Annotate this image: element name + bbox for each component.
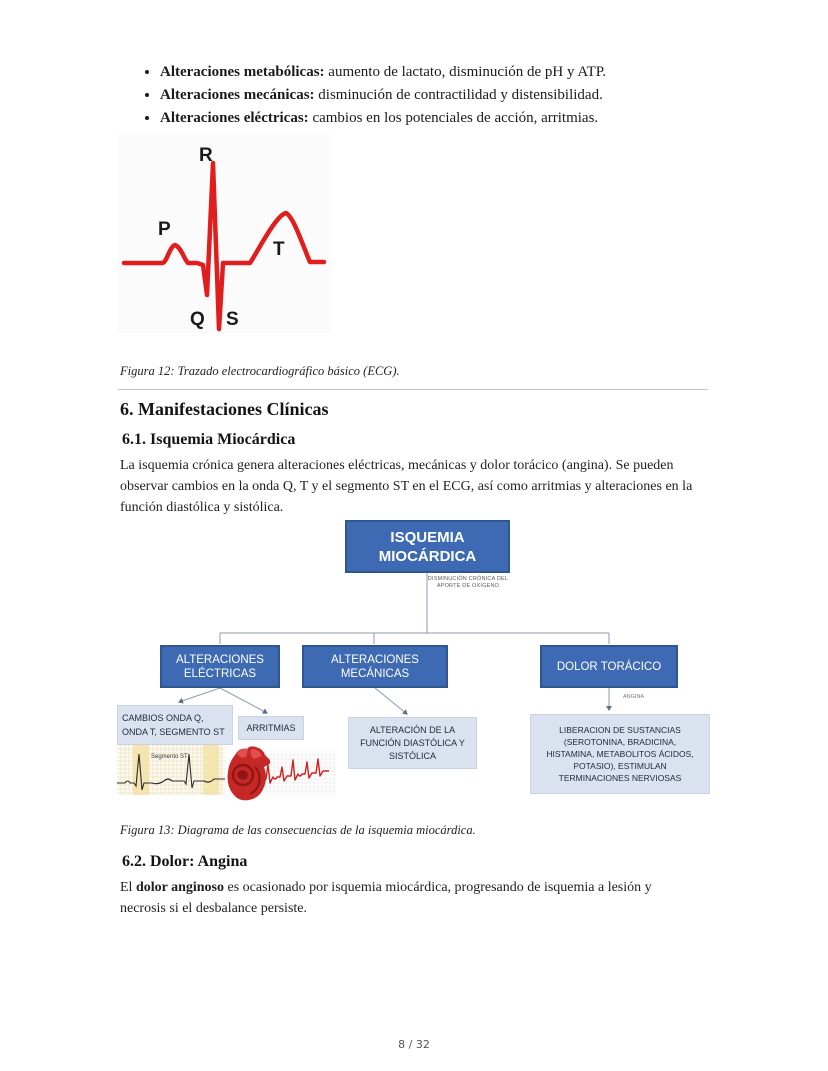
bullet-lead: Alteraciones metabólicas: [160,64,325,80]
diagram-node-mecanicas: ALTERACIONES MECÁNICAS [302,645,448,688]
ecg-st-segment-image [117,745,225,795]
section-divider [118,389,708,390]
section-title: 6. Manifestaciones Clínicas [120,399,329,419]
subsection-62-title: 6.2. Dolor: Angina [122,853,248,870]
diagram-node-electricas: ALTERACIONES ELÉCTRICAS [160,645,280,688]
paragraph-text: El [120,880,136,895]
figure13-caption: Figura 13: Diagrama de las consecuencias de la isquemia miocárdica. [120,823,476,837]
diagram-leaf-funcion: ALTERACIÓN DE LA FUNCIÓN DIASTÓLICA Y SISTÓLICA [348,717,477,769]
bullet-text: disminución de contractilidad y distensibilidad. [314,87,603,103]
subsection-62-paragraph [120,877,686,919]
paragraph-text: es ocasionado por isquemia miocárdica, progresando de isquemia a lesión y necrosis si el desbalance persiste. [120,880,652,916]
ecg-r-label: R [199,145,213,166]
bullet-item [160,61,700,84]
diagram-leaf-liberacion: LIBERACION DE SUSTANCIAS (SEROTONINA, BRADICINA, HISTAMINA, METABOLITOS ÁCIDOS, POTASIO), ESTIMULAN TERMINACIONES NERVIOSAS [530,714,710,794]
bullet-text: cambios en los potenciales de acción, arritmias. [308,110,599,126]
heart-illustration-image [221,745,273,801]
ecg-t-label: T [273,239,285,260]
paragraph-bold-text: dolor anginoso [135,880,224,895]
diagram-root-node: ISQUEMIA MIOCÁRDICA [345,520,510,573]
diagram-root-note: DISMINUCIÓN CRÓNICA DEL APORTE DE OXÍGENO [427,576,509,589]
page-number: 8 / 32 [398,1038,430,1051]
diagram-edge-note-angina: ANGINA [623,694,645,700]
bullet-item [160,107,700,130]
arrhythmia-trace-image [262,751,336,795]
diagram-node-dolor: DOLOR TORÁCICO [540,645,678,688]
bullet-text: aumento de lactato, disminución de pH y ATP. [324,64,607,80]
figure12-caption: Figura 12: Trazado electrocardiográfico básico (ECG). [120,364,400,378]
ecg-s-label: S [226,309,239,330]
subsection-61-paragraph: La isquemia crónica genera alteraciones eléctricas, mecánicas y dolor torácico (angina). Se pueden observar cambios en la onda Q, T y el segmento ST en el ECG, así como arritmias y alteraciones en la función diastólica y sistólica. [120,458,693,515]
diagram-leaf-arritmias: ARRITMIAS [238,716,304,740]
bullet-item [160,84,700,107]
ecg-figure-image [118,133,331,333]
diagram-leaf-cambios: CAMBIOS ONDA Q, ONDA T, SEGMENTO ST [117,705,233,745]
bullet-lead: Alteraciones eléctricas: [160,110,309,126]
ecg-trace-image [118,133,331,333]
bullet-lead: Alteraciones mecánicas: [160,87,315,103]
st-segment-label: Segmento ST [151,754,188,760]
subsection-61-title: 6.1. Isquemia Miocárdica [122,431,296,448]
ecg-q-label: Q [190,309,205,330]
ecg-p-label: P [158,219,171,240]
bullet-list [120,61,700,130]
ischemia-diagram [115,518,710,800]
